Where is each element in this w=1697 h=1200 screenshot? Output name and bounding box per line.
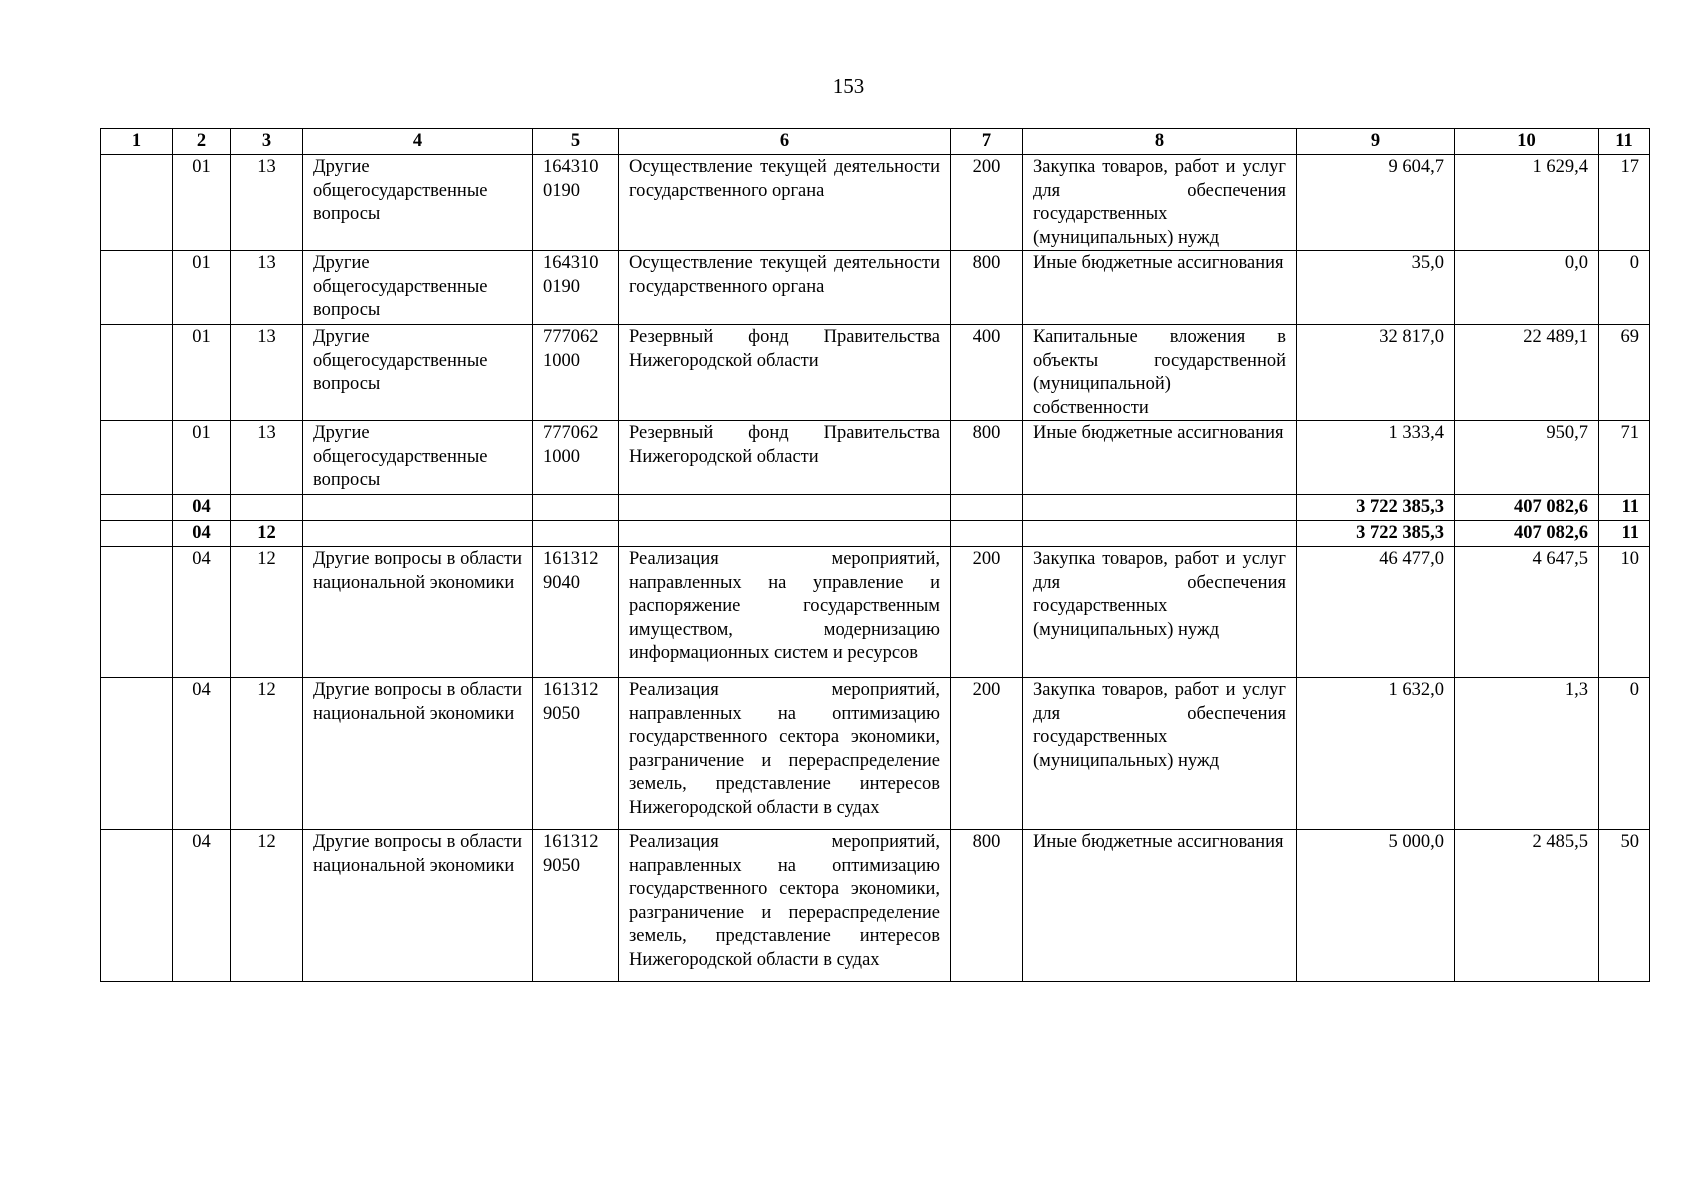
column-header: 11 <box>1599 129 1650 155</box>
cell-section: 01 <box>173 325 231 421</box>
cell-expense-type: 800 <box>951 830 1023 982</box>
cell-percent: 71 <box>1599 421 1650 495</box>
column-header: 9 <box>1297 129 1455 155</box>
cell-actual: 2 485,5 <box>1455 830 1599 982</box>
cell-col1 <box>101 421 173 495</box>
cell-plan: 1 632,0 <box>1297 678 1455 830</box>
cell-subsection-name: Другие вопросы в области национальной экономики <box>303 547 533 678</box>
cell-subsection-name: Другие вопросы в области национальной экономики <box>303 830 533 982</box>
cell-actual: 950,7 <box>1455 421 1599 495</box>
cell-target-code <box>533 495 619 521</box>
cell-subsection-name: Другие общегосударственные вопросы <box>303 251 533 325</box>
cell-expense-type-name: Капитальные вложения в объекты государственной (муниципальной) собственности <box>1023 325 1297 421</box>
cell-target-code: 161312 9050 <box>533 830 619 982</box>
cell-subsection: 13 <box>231 251 303 325</box>
column-header: 8 <box>1023 129 1297 155</box>
cell-target-name: Резервный фонд Правительства Нижегородской области <box>619 421 951 495</box>
column-header: 4 <box>303 129 533 155</box>
cell-target-code: 777062 1000 <box>533 421 619 495</box>
table-row <box>101 421 1650 495</box>
cell-percent: 0 <box>1599 251 1650 325</box>
cell-expense-type: 800 <box>951 251 1023 325</box>
table-row <box>101 251 1650 325</box>
cell-section: 04 <box>173 521 231 547</box>
cell-expense-type-name <box>1023 521 1297 547</box>
cell-subsection-name: Другие общегосударственные вопросы <box>303 325 533 421</box>
cell-expense-type <box>951 521 1023 547</box>
table-row <box>101 155 1650 251</box>
cell-target-name: Реализация мероприятий, направленных на оптимизацию государственного сектора экономики, разграничение и перераспределение земель, представление интересов Нижегородской области в судах <box>619 678 951 830</box>
cell-expense-type-name: Закупка товаров, работ и услуг для обеспечения государственных (муниципальных) нужд <box>1023 155 1297 251</box>
cell-subsection: 12 <box>231 521 303 547</box>
cell-subsection: 13 <box>231 155 303 251</box>
table-row <box>101 678 1650 830</box>
cell-percent: 17 <box>1599 155 1650 251</box>
cell-plan: 1 333,4 <box>1297 421 1455 495</box>
cell-actual: 407 082,6 <box>1455 521 1599 547</box>
column-header: 2 <box>173 129 231 155</box>
table-row <box>101 547 1650 678</box>
cell-subsection-name <box>303 521 533 547</box>
cell-target-code: 777062 1000 <box>533 325 619 421</box>
cell-percent: 11 <box>1599 521 1650 547</box>
cell-subsection-name: Другие общегосударственные вопросы <box>303 421 533 495</box>
cell-section: 04 <box>173 495 231 521</box>
cell-target-name: Реализация мероприятий, направленных на управление и распоряжение государственным имуществом, модернизацию информационных систем и ресурсов <box>619 547 951 678</box>
cell-subsection: 13 <box>231 421 303 495</box>
column-header: 3 <box>231 129 303 155</box>
cell-expense-type-name: Иные бюджетные ассигнования <box>1023 251 1297 325</box>
cell-plan: 5 000,0 <box>1297 830 1455 982</box>
cell-expense-type: 800 <box>951 421 1023 495</box>
column-header: 5 <box>533 129 619 155</box>
cell-subsection: 12 <box>231 547 303 678</box>
cell-col1 <box>101 547 173 678</box>
table-row <box>101 325 1650 421</box>
cell-actual: 22 489,1 <box>1455 325 1599 421</box>
cell-section: 04 <box>173 547 231 678</box>
cell-percent: 10 <box>1599 547 1650 678</box>
cell-expense-type-name: Иные бюджетные ассигнования <box>1023 421 1297 495</box>
cell-percent: 50 <box>1599 830 1650 982</box>
cell-target-code: 161312 9040 <box>533 547 619 678</box>
cell-expense-type-name: Иные бюджетные ассигнования <box>1023 830 1297 982</box>
table-body <box>101 155 1650 982</box>
cell-target-code: 164310 0190 <box>533 155 619 251</box>
cell-plan: 9 604,7 <box>1297 155 1455 251</box>
cell-subsection: 13 <box>231 325 303 421</box>
cell-actual: 0,0 <box>1455 251 1599 325</box>
cell-plan: 46 477,0 <box>1297 547 1455 678</box>
table-row <box>101 495 1650 521</box>
cell-subsection: 12 <box>231 830 303 982</box>
cell-subsection-name: Другие вопросы в области национальной экономики <box>303 678 533 830</box>
table-row <box>101 521 1650 547</box>
column-header: 1 <box>101 129 173 155</box>
column-header: 6 <box>619 129 951 155</box>
page-number: 153 <box>832 74 865 98</box>
cell-target-name <box>619 521 951 547</box>
cell-expense-type: 200 <box>951 678 1023 830</box>
cell-subsection <box>231 495 303 521</box>
cell-expense-type-name: Закупка товаров, работ и услуг для обеспечения государственных (муниципальных) нужд <box>1023 678 1297 830</box>
cell-col1 <box>101 521 173 547</box>
cell-col1 <box>101 155 173 251</box>
cell-section: 01 <box>173 155 231 251</box>
header-row <box>101 129 1650 155</box>
table-row <box>101 830 1650 982</box>
cell-target-name <box>619 495 951 521</box>
cell-target-name: Резервный фонд Правительства Нижегородской области <box>619 325 951 421</box>
cell-section: 04 <box>173 830 231 982</box>
cell-expense-type: 200 <box>951 155 1023 251</box>
cell-target-code: 164310 0190 <box>533 251 619 325</box>
cell-col1 <box>101 325 173 421</box>
cell-expense-type-name: Закупка товаров, работ и услуг для обеспечения государственных (муниципальных) нужд <box>1023 547 1297 678</box>
cell-section: 01 <box>173 421 231 495</box>
cell-target-name: Осуществление текущей деятельности государственного органа <box>619 251 951 325</box>
column-header: 7 <box>951 129 1023 155</box>
cell-expense-type-name <box>1023 495 1297 521</box>
cell-expense-type <box>951 495 1023 521</box>
cell-percent: 11 <box>1599 495 1650 521</box>
cell-col1 <box>101 830 173 982</box>
cell-subsection-name <box>303 495 533 521</box>
cell-actual: 407 082,6 <box>1455 495 1599 521</box>
cell-subsection-name: Другие общегосударственные вопросы <box>303 155 533 251</box>
cell-target-code <box>533 521 619 547</box>
cell-actual: 4 647,5 <box>1455 547 1599 678</box>
cell-col1 <box>101 251 173 325</box>
cell-plan: 35,0 <box>1297 251 1455 325</box>
cell-col1 <box>101 495 173 521</box>
cell-plan: 32 817,0 <box>1297 325 1455 421</box>
cell-section: 01 <box>173 251 231 325</box>
cell-col1 <box>101 678 173 830</box>
cell-section: 04 <box>173 678 231 830</box>
cell-expense-type: 200 <box>951 547 1023 678</box>
column-header: 10 <box>1455 129 1599 155</box>
cell-subsection: 12 <box>231 678 303 830</box>
cell-plan: 3 722 385,3 <box>1297 521 1455 547</box>
cell-percent: 0 <box>1599 678 1650 830</box>
cell-percent: 69 <box>1599 325 1650 421</box>
cell-target-code: 161312 9050 <box>533 678 619 830</box>
cell-expense-type: 400 <box>951 325 1023 421</box>
cell-actual: 1 629,4 <box>1455 155 1599 251</box>
cell-target-name: Осуществление текущей деятельности государственного органа <box>619 155 951 251</box>
cell-actual: 1,3 <box>1455 678 1599 830</box>
cell-plan: 3 722 385,3 <box>1297 495 1455 521</box>
budget-table <box>100 128 1650 982</box>
cell-target-name: Реализация мероприятий, направленных на оптимизацию государственного сектора экономики, разграничение и перераспределение земель, представление интересов Нижегородской области в судах <box>619 830 951 982</box>
